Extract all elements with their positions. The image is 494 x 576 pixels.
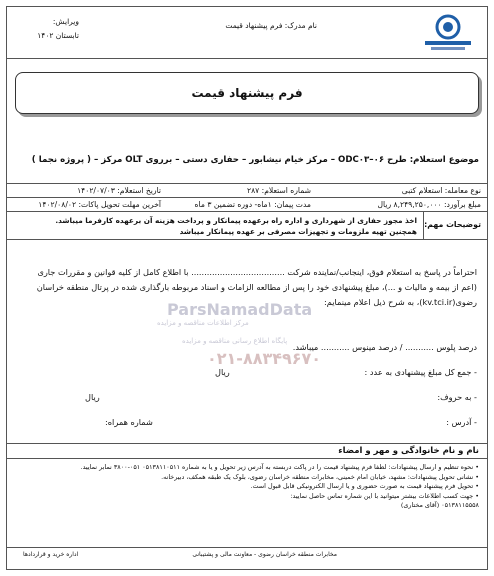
watermark-subtitle: مرکز اطلاعات مناقصه و مزایده — [157, 319, 249, 327]
instructions-list — [15, 463, 479, 511]
details-row-2 — [7, 198, 487, 212]
notes-line-1: اخذ مجوز حفاری از شهرداری و اداره راه برعهده پیمانکار و پرداخت هزینه آن برعهده کارفرما میباشد. — [55, 216, 417, 225]
contract-duration: مدت پیمان: ۱ماه- دوره تضمین ۳ ماه — [194, 200, 311, 209]
notes-label: توضیحات مهم: — [423, 212, 487, 239]
estimated-amount: مبلغ برآورد: ۸,۲۴۹,۲۵۰,۰۰۰ ریال — [377, 200, 481, 209]
declaration-line-3: رضوی(kv.tci.ir)، به شرح ذیل اعلام مینمایم: — [323, 297, 477, 307]
inquiry-subject: موضوع استعلام: طرح ۰۶–ODC۰۳ – مرکز خیام نیشابور – حفاری دستی – برروی OLT مرکز – ( پروژه نجما ) — [31, 155, 479, 165]
notes-body — [7, 212, 423, 239]
instruction-item: • نحوه تنظیم و ارسال پیشنهادات: لطفا فرم پیشنهاد قیمت را در پاکت دربسته به آدرس زیر تحویل و یا به شماره ۰۵۱۳۸۱۱۰۵۱۱ ۰۵۱-۳۸۰۰ نمابر نمایید. — [80, 463, 479, 471]
proposal-fields — [15, 335, 477, 435]
instruction-item: • تحویل فرم پیشنهاد قیمت به صورت حضوری و یا ارسال الکترونیکی قابل قبول است. — [250, 482, 479, 491]
details-row-1 — [7, 184, 487, 198]
rial-unit-2: ریال — [85, 392, 100, 402]
address-phone-field[interactable] — [15, 410, 477, 435]
instruction-item: ۰۵۱۳۸۱۱۵۵۵۸ (آقای مختاری) — [400, 501, 479, 510]
price-proposal-form — [6, 6, 488, 570]
watermark-phone: ۰۲۱-۸۸۳۴۹۶۷۰ — [207, 349, 322, 368]
instruction-item: • نشانی تحویل پیشنهادات: مشهد، خیابان امام خمینی، مخابرات منطقه خراسان رضوی، بلوک یک طبقه همکف، دبیرخانه. — [161, 472, 479, 481]
inquiry-details-grid — [7, 183, 487, 240]
form-title: فرم پیشنهاد قیمت — [15, 72, 479, 114]
document-id: نام مدرک: فرم پیشنهاد قیمت — [225, 21, 317, 30]
signature-section: نام و نام خانوادگی و مهر و امضاء — [7, 443, 487, 459]
percent-field[interactable]: درصد پلوس ........... / درصد مینوس ........... میباشد. — [292, 342, 477, 352]
submission-deadline: آخرین مهلت تحویل پاکات: ۱۴۰۲/۰۸/۰۲ — [38, 200, 161, 209]
watermark-brand: ParsNamadData — [167, 300, 313, 319]
declaration-line-2: (اعم از بیمه و مالیات و ...)، مبلغ پیشنهادی خود را پس از مطالعه الزامات و اسناد مربوطه بارگذاری شده در پرتال منطقه خراسان — [36, 282, 477, 292]
total-amount-words-field[interactable] — [15, 385, 477, 410]
total-words-label: - به حروف: — [437, 392, 477, 402]
total-number-label: - جمع کل مبلغ پیشنهادی به عدد : — [364, 367, 477, 377]
address-label: - آدرس : — [446, 417, 477, 427]
company-logo — [417, 13, 479, 53]
inquiry-date: تاریخ استعلام: ۱۴۰۲/۰۷/۰۳ — [77, 186, 161, 195]
tci-logo-icon — [417, 13, 479, 53]
rial-unit-1: ریال — [215, 367, 230, 377]
important-notes — [7, 212, 487, 240]
declaration-line-1: احتراماً در پاسخ به استعلام فوق، اینجانب/نماینده شرکت .................................... با اطلاع کامل از کلیه قوانین و مقررات جاری — [37, 267, 477, 277]
footer-department: مخابرات منطقه خراسان رضوی - معاونت مالی و پشتیبانی — [192, 551, 337, 558]
revision-date: تابستان ۱۴۰۲ — [37, 31, 79, 40]
notes-line-2: همچنین تهیه ملزومات و تجهیزات مصرفی بر عهده پیمانکار میباشد — [179, 227, 417, 236]
transaction-type: نوع معامله: استعلام کتبی — [401, 186, 481, 195]
footer-office: اداره خرید و قراردادها — [23, 551, 79, 558]
total-amount-number-field[interactable] — [15, 360, 477, 385]
footer-divider — [7, 547, 487, 548]
phone-label: شماره همراه: — [105, 417, 153, 427]
watermark-subtitle-2: پایگاه اطلاع رسانی مناقصه و مزایده — [182, 337, 288, 345]
instruction-item: • جهت کسب اطلاعات بیشتر میتوانید با این شماره تماس حاصل نمایید: — [290, 491, 479, 500]
revision-label: ویرایش: — [52, 17, 79, 26]
document-header — [7, 7, 487, 59]
inquiry-number: شماره استعلام: ۲۸۷ — [246, 186, 311, 195]
revision-info — [19, 15, 79, 43]
